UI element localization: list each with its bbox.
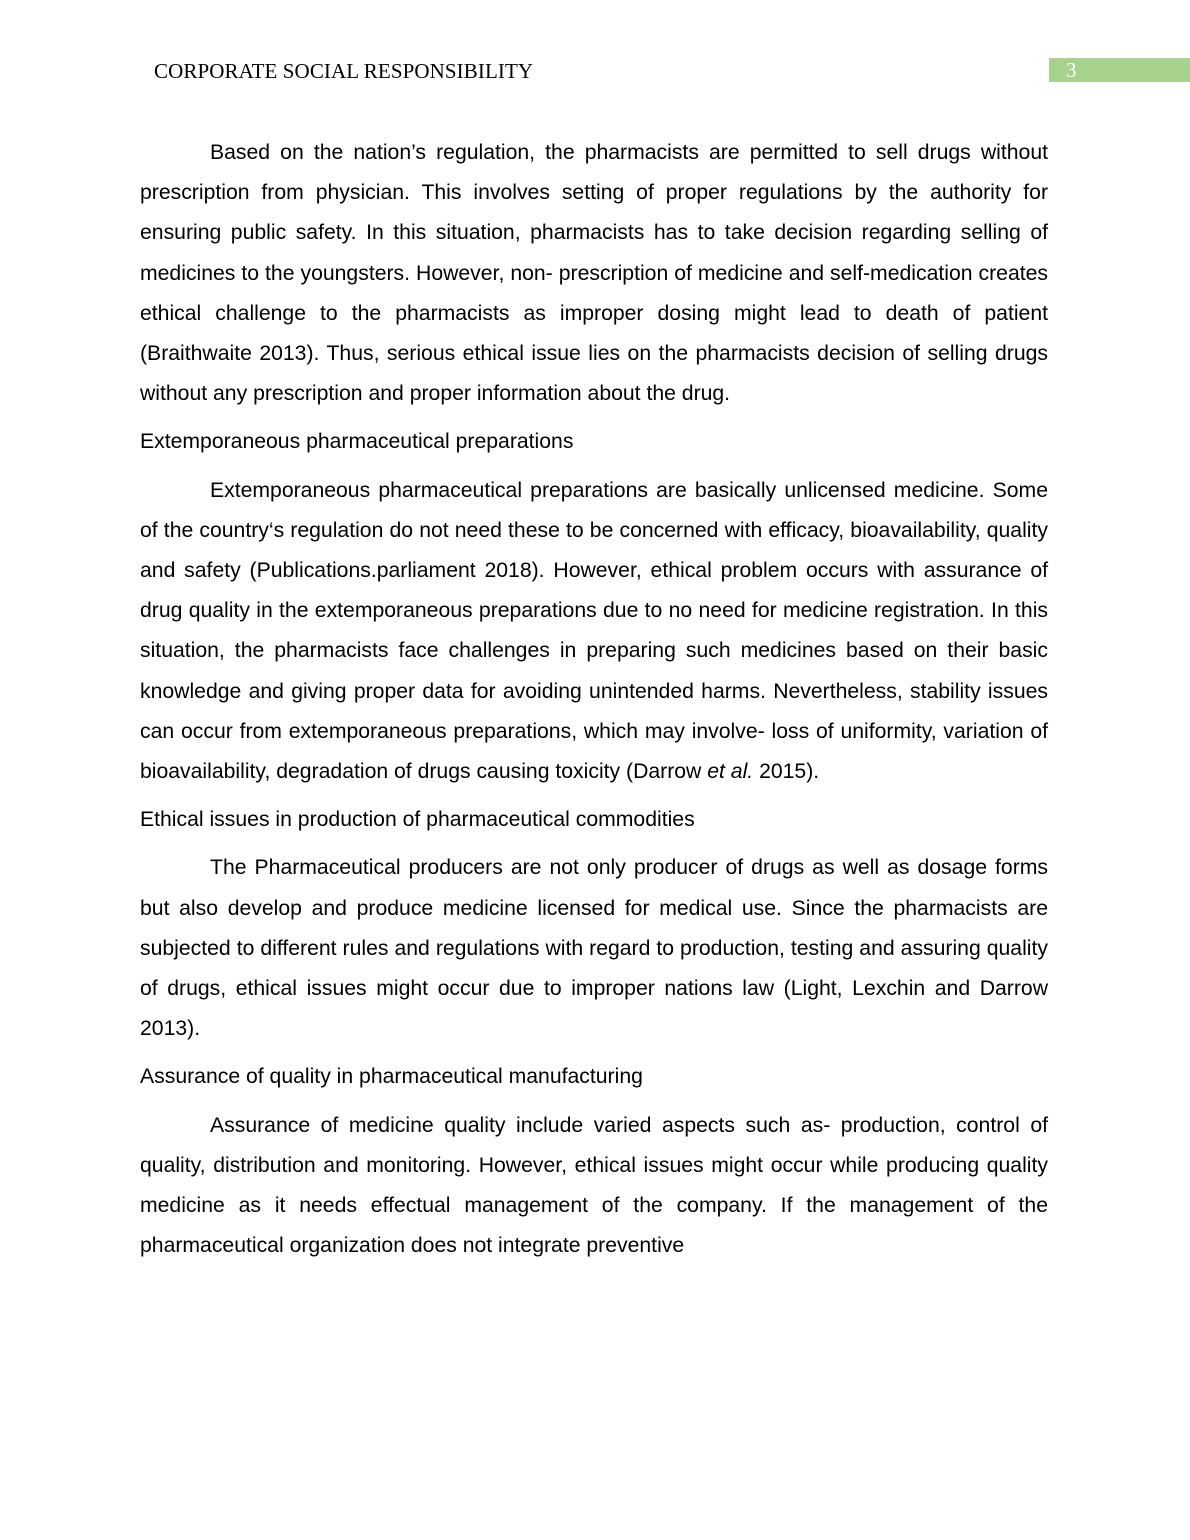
document-body: [140, 133, 1048, 1266]
heading-extemporaneous: Extemporaneous pharmaceutical preparations: [140, 430, 574, 454]
running-head: CORPORATE SOCIAL RESPONSIBILITY: [154, 59, 534, 83]
heading-production: Ethical issues in production of pharmaceutical commodities: [140, 808, 695, 832]
paragraph-production: The Pharmaceutical producers are not only producer of drugs as well as dosage forms but also develop and produce medicine licensed for medical use. Since the pharmacists are subjected to different rules and regulations with regard to production, testing and assuring quality of drugs, ethical issues might occur due to improper nations law (Light, Lexchin and Darrow 2013).: [140, 856, 1048, 1041]
paragraph-extemporaneous-text: Extemporaneous pharmaceutical preparations are basically unlicensed medicine. Some of the country‘s regulation do not need these to be concerned with efficacy, bioavailability, quality and safety (Publications.parliament 2018). However, ethical problem occurs with assurance of drug quality in the extemporaneous preparations due to no need for medicine registration. In this situation, the pharmacists face challenges in preparing such medicines based on their basic knowledge and giving proper data for avoiding unintended harms. Nevertheless, stability issues can occur from extemporaneous preparations, which may involve- loss of uniformity, variation of bioavailability, degradation of drugs causing toxicity (Darrow: [140, 478, 1048, 784]
citation-et-al: et al.: [707, 760, 754, 784]
citation-year: 2015).: [753, 760, 820, 784]
paragraph-quality-assurance: Assurance of medicine quality include varied aspects such as- production, control of quality, distribution and monitoring. However, ethical issues might occur while producing quality medicine as it needs effectual management of the company. If the management of the pharmaceutical organization does not integrate preventive: [140, 1113, 1048, 1258]
heading-quality-assurance: Assurance of quality in pharmaceutical manufacturing: [140, 1065, 643, 1089]
paragraph-extemporaneous: [140, 471, 1048, 793]
paragraph-regulation: Based on the nation’s regulation, the pharmacists are permitted to sell drugs without prescription from physician. This involves setting of proper regulations by the authority for ensuring public safety. In this situation, pharmacists has to take decision regarding selling of medicines to the youngsters. However, non- prescription of medicine and self-medication creates ethical challenge to the pharmacists as improper dosing might lead to death of patient (Braithwaite 2013). Thus, serious ethical issue lies on the pharmacists decision of selling drugs without any prescription and proper information about the drug.: [140, 141, 1048, 406]
page-number: 3: [1049, 58, 1190, 82]
